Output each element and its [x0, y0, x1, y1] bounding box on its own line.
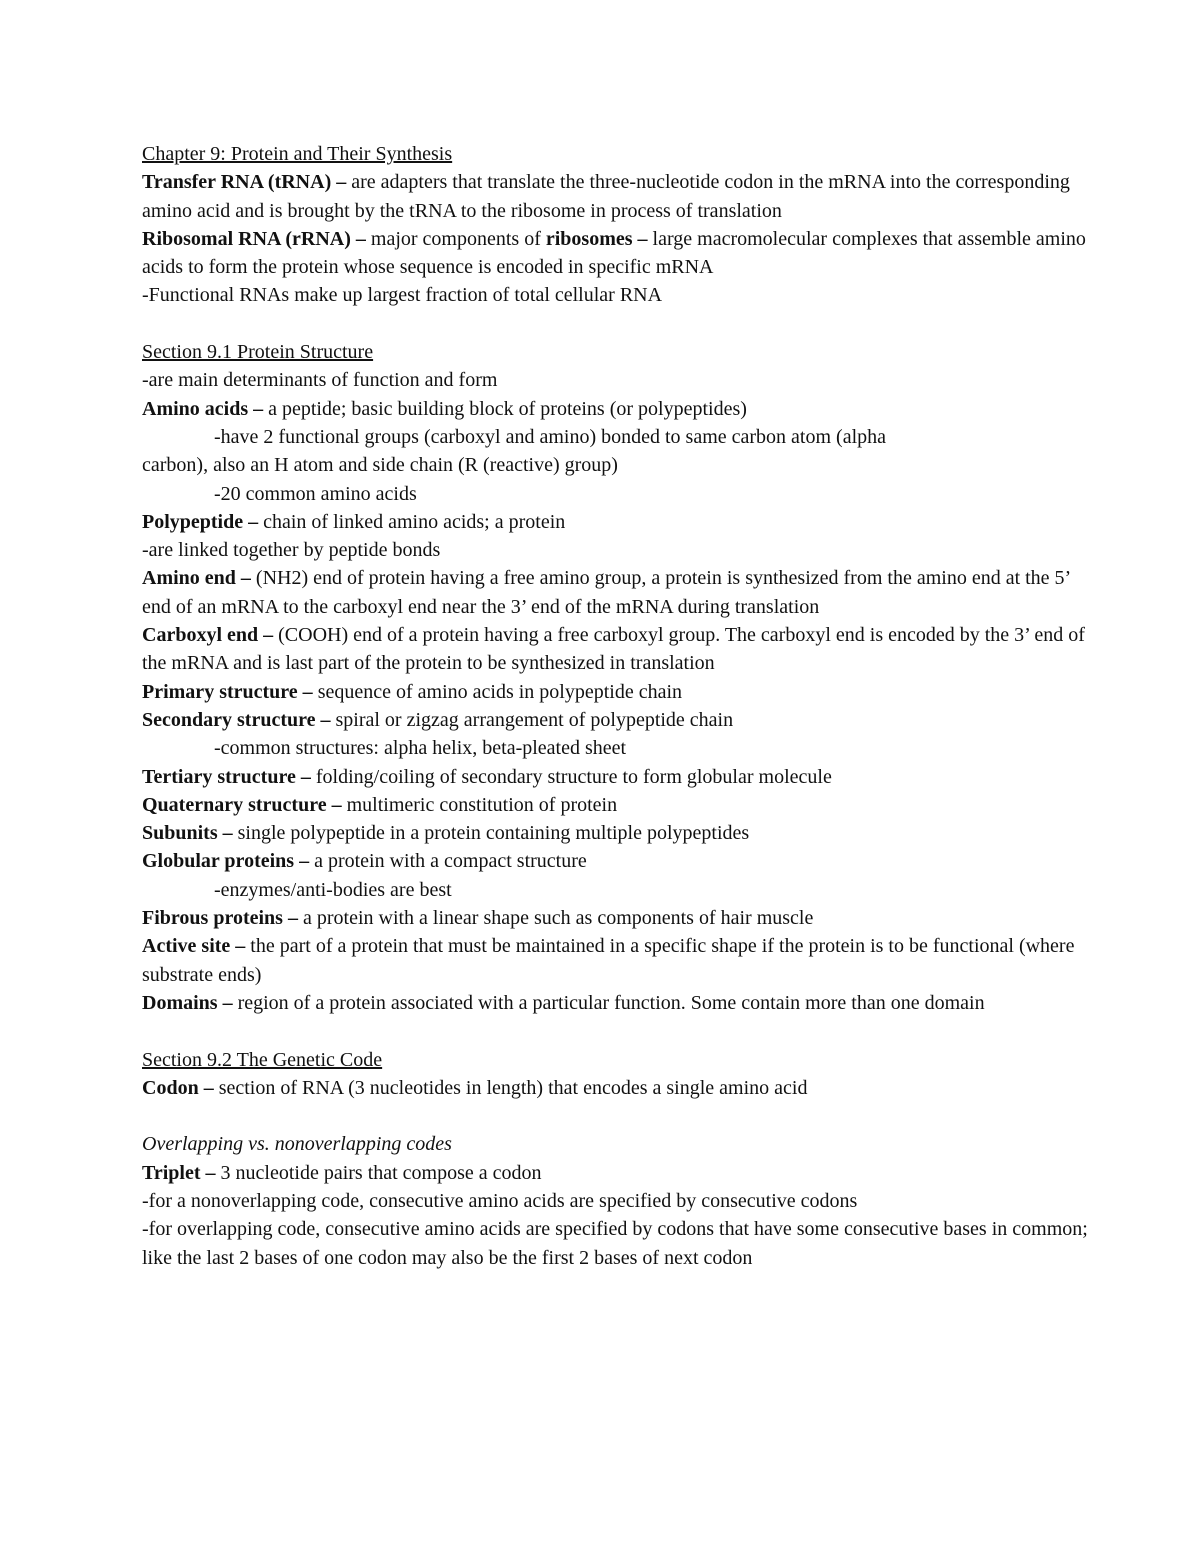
definition-text: are adapters that translate the three-nucleotide codon in the mRNA into the corresponding amino acid and is brought by the tRNA to the ribosome in process of translation	[142, 171, 1070, 222]
term: Primary structure –	[142, 680, 313, 703]
definition-text: sequence of amino acids in polypeptide chain	[312, 680, 683, 703]
definition-subunits	[142, 819, 1100, 847]
definition-text: (NH2) end of protein having a free amino group, a protein is synthesized from the amino end at the 5’ end of an mRNA to the carboxyl end near the 3’ end of the mRNA during translation	[142, 567, 1070, 618]
note-line: -for a nonoverlapping code, consecutive amino acids are specified by consecutive codons	[142, 1189, 858, 1212]
term: Tertiary structure –	[142, 765, 311, 788]
term: Carboxyl end –	[142, 624, 274, 647]
definition-codon	[142, 1074, 1100, 1102]
note-line: -for overlapping code, consecutive amino acids are specified by codons that have some consecutive bases in common; like the last 2 bases of one codon may also be the first 2 bases of next codon	[142, 1218, 1088, 1269]
definition-text: region of a protein associated with a particular function. Some contain more than one domain	[232, 991, 985, 1014]
note-line: -enzymes/anti-bodies are best	[214, 878, 452, 901]
definition-text: (COOH) end of a protein having a free carboxyl group. The carboxyl end is encoded by the 3’ end of the mRNA and is last part of the protein to be synthesized in translation	[142, 624, 1085, 675]
definition-primary-structure	[142, 678, 1100, 706]
term: Triplet –	[142, 1161, 216, 1184]
term: Globular proteins –	[142, 850, 310, 873]
term: Transfer RNA (tRNA) –	[142, 171, 347, 194]
term: Polypeptide –	[142, 510, 259, 533]
definition-trna	[142, 168, 1100, 225]
definition-text: a protein with a compact structure	[309, 850, 587, 873]
definition-carboxyl-end	[142, 621, 1100, 678]
definition-text: major components of	[365, 227, 546, 250]
term: Codon –	[142, 1076, 214, 1099]
term: Amino acids –	[142, 397, 264, 420]
term: Amino end –	[142, 567, 251, 590]
note-line: -have 2 functional groups (carboxyl and amino) bonded to same carbon atom (alpha	[214, 425, 887, 448]
subheading: Overlapping vs. nonoverlapping codes	[142, 1133, 452, 1156]
section-heading: Section 9.2 The Genetic Code	[142, 1048, 383, 1071]
term: ribosomes –	[545, 227, 648, 250]
definition-text: a peptide; basic building block of proteins (or polypeptides)	[263, 397, 747, 420]
definition-text: single polypeptide in a protein containing multiple polypeptides	[232, 822, 750, 845]
definition-text: spiral or zigzag arrangement of polypeptide chain	[330, 708, 734, 731]
spacer	[142, 1102, 1100, 1130]
definition-fibrous-proteins	[142, 904, 1100, 932]
definition-secondary-structure	[142, 706, 1100, 734]
spacer	[142, 1017, 1100, 1045]
definition-tertiary-structure	[142, 763, 1100, 791]
section-heading: Section 9.1 Protein Structure	[142, 341, 374, 364]
definition-text: the part of a protein that must be maintained in a specific shape if the protein is to be functional (where substrate ends)	[142, 935, 1075, 986]
note-line: -are linked together by peptide bonds	[142, 539, 441, 562]
definition-globular-proteins	[142, 847, 1100, 875]
definition-text: chain of linked amino acids; a protein	[258, 510, 566, 533]
definition-domains	[142, 989, 1100, 1017]
term: Quaternary structure –	[142, 793, 342, 816]
definition-active-site	[142, 932, 1100, 989]
note-line: -20 common amino acids	[214, 482, 417, 505]
term: Secondary structure –	[142, 708, 331, 731]
definition-polypeptide	[142, 508, 1100, 536]
term: Subunits –	[142, 822, 233, 845]
definition-text: large macromolecular complexes that assemble amino acids to form the protein whose sequence is encoded in specific mRNA	[142, 227, 1086, 279]
note-line: -common structures: alpha helix, beta-pleated sheet	[214, 737, 627, 760]
definition-text: section of RNA (3 nucleotides in length) that encodes a single amino acid	[213, 1076, 808, 1099]
term: Domains –	[142, 991, 233, 1014]
term: Ribosomal RNA (rRNA) –	[142, 227, 366, 250]
spacer	[142, 310, 1100, 338]
chapter-title: Chapter 9: Protein and Their Synthesis	[142, 143, 453, 165]
note-line: carbon), also an H atom and side chain (R (reactive) group)	[142, 454, 618, 477]
definition-text: multimeric constitution of protein	[341, 793, 618, 816]
definition-text: folding/coiling of secondary structure to form globular molecule	[310, 765, 832, 788]
note-line: -Functional RNAs make up largest fraction of total cellular RNA	[142, 284, 663, 307]
definition-text: a protein with a linear shape such as components of hair muscle	[297, 907, 814, 930]
definition-amino-end	[142, 564, 1100, 621]
definition-triplet	[142, 1159, 1100, 1187]
term: Fibrous proteins –	[142, 907, 298, 930]
definition-rrna	[142, 225, 1100, 282]
definition-quaternary-structure	[142, 791, 1100, 819]
definition-amino-acids	[142, 395, 1100, 423]
definition-text: 3 nucleotide pairs that compose a codon	[215, 1161, 542, 1184]
note-line: -are main determinants of function and form	[142, 369, 498, 392]
term: Active site –	[142, 935, 246, 958]
